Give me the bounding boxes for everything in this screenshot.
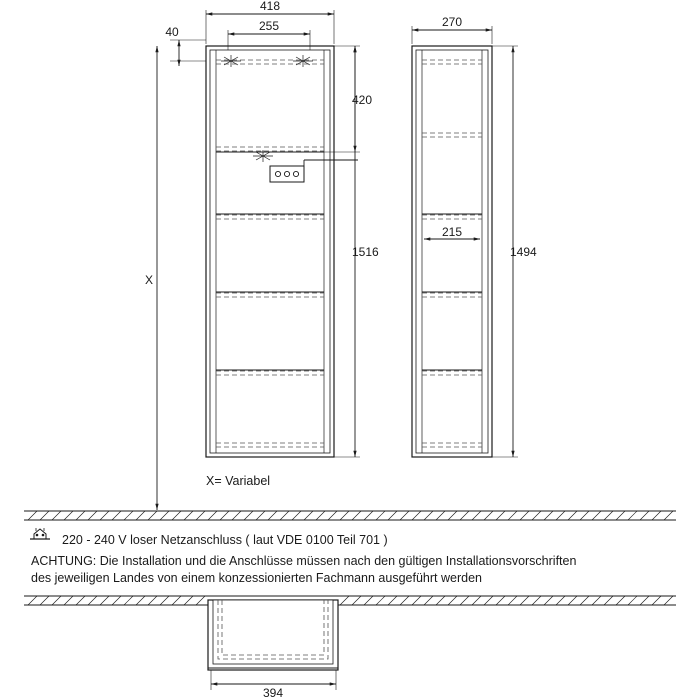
side-view — [412, 15, 537, 457]
dim-variable-x — [145, 46, 157, 510]
dim-label-1494: 1494 — [510, 245, 537, 259]
dim-side-height-1494 — [492, 46, 537, 457]
dim-label-215: 215 — [441, 225, 463, 239]
dim-total-height-1516 — [334, 46, 379, 457]
dim-inner-width-255 — [228, 19, 310, 50]
dim-label-420: 420 — [352, 93, 373, 107]
power-note-text: 220 - 240 V loser Netzanschluss ( laut VDE 0100 Teil 701 ) — [62, 533, 388, 547]
dim-label-270: 270 — [441, 15, 463, 29]
dim-label-1516: 1516 — [352, 245, 379, 259]
dim-label-394: 394 — [262, 686, 284, 700]
dim-top-width-394 — [211, 670, 336, 700]
dim-label-255: 255 — [258, 19, 280, 33]
floor-line-upper — [24, 511, 676, 520]
top-view-inner-outline — [213, 600, 333, 664]
side-cabinet-inner-outline — [416, 50, 488, 453]
dim-depth-270 — [412, 15, 492, 44]
dim-label-418: 418 — [259, 0, 281, 13]
front-view — [145, 0, 379, 510]
socket-icon — [30, 528, 50, 539]
front-cabinet-inner-outline — [210, 50, 330, 453]
dim-top-offset-40 — [165, 25, 206, 66]
dim-label-40: 40 — [165, 25, 179, 39]
warning-note-line-2: des jeweiligen Landes von einem konzessionierten Fachmann ausgeführt werden — [31, 571, 482, 585]
variable-legend: X= Variabel — [206, 474, 271, 488]
warning-note-line-1: ACHTUNG: Die Installation und die Anschlüsse müssen nach den gültigen Installationsvorschriften — [31, 554, 577, 568]
top-view — [24, 596, 676, 700]
top-view-wall-hatch — [28, 596, 673, 605]
dim-label-x: X — [144, 273, 153, 287]
